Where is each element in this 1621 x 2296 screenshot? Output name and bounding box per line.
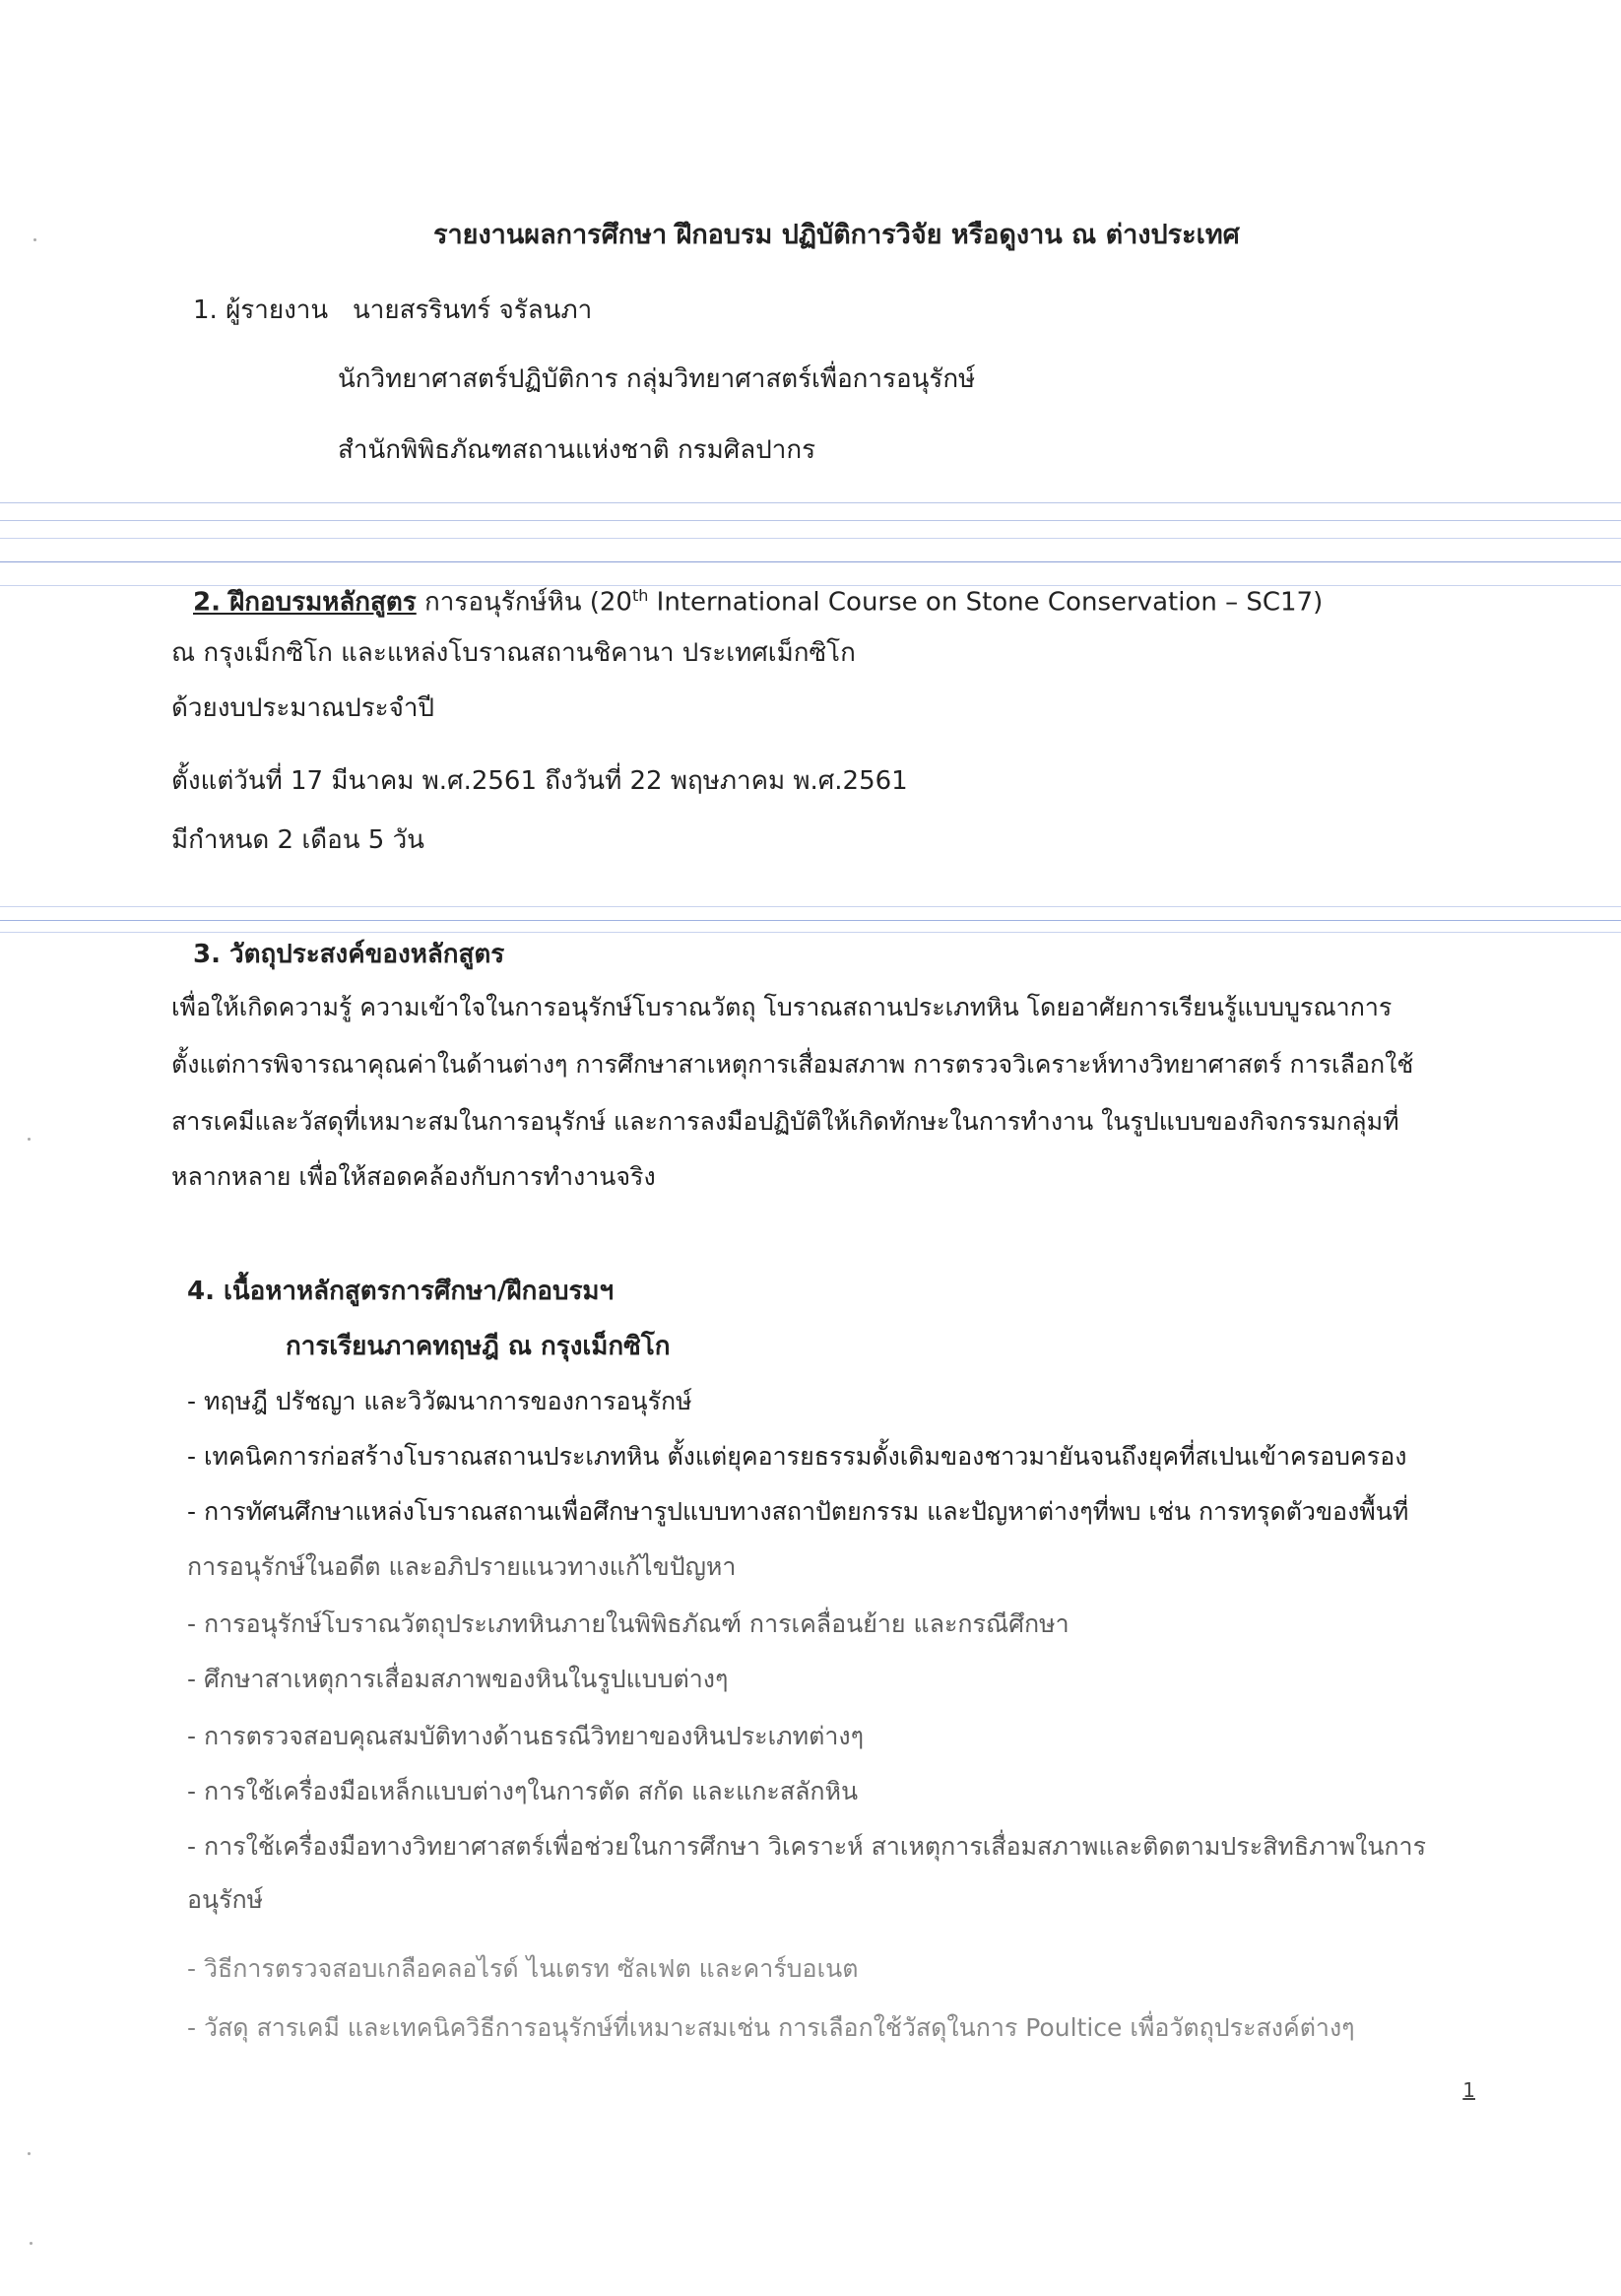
content-item: - การใช้เครื่องมือทางวิทยาศาสตร์เพื่อช่วยในการศึกษา วิเคราะห์ สาเหตุการเสื่อมสภาพและติดตามประสิทธิภาพในการ xyxy=(187,1832,1427,1861)
course-dates: ตั้งแต่วันที่ 17 มีนาคม พ.ศ.2561 ถึงวันที่ 22 พฤษภาคม พ.ศ.2561 xyxy=(171,766,908,796)
content-heading: 4. เนื้อหาหลักสูตรการศึกษา/ฝึกอบรมฯ xyxy=(187,1277,615,1306)
course-label: 2. ฝึกอบรมหลักสูตร xyxy=(193,587,417,618)
content-item: - การอนุรักษ์โบราณวัตถุประเภทหินภายในพิพิธภัณฑ์ การเคลื่อนย้าย และกรณีศึกษา xyxy=(187,1609,1070,1638)
objectives-line: หลากหลาย เพื่อให้สอดคล้องกับการทำงานจริง xyxy=(171,1162,656,1191)
content-item: - ศึกษาสาเหตุการเสื่อมสภาพของหินในรูปแบบต่างๆ xyxy=(187,1665,729,1693)
course-location: ณ กรุงเม็กซิโก และแหล่งโบราณสถานชิคานา ประเทศเม็กซิโก xyxy=(171,638,856,668)
course-row xyxy=(193,579,1323,620)
scan-stripe xyxy=(0,920,1621,921)
reporter-row xyxy=(193,294,592,327)
reporter-label: 1. ผู้รายงาน xyxy=(193,295,329,325)
course-budget: ด้วยงบประมาณประจำปี xyxy=(171,693,434,723)
scan-speck xyxy=(28,1138,31,1141)
page-number: 1 xyxy=(1462,2078,1475,2102)
course-duration: มีกำหนด 2 เดือน 5 วัน xyxy=(171,825,424,855)
content-item: อนุรักษ์ xyxy=(187,1885,264,1914)
scan-stripe xyxy=(0,538,1621,539)
scan-stripe xyxy=(0,906,1621,907)
scan-speck xyxy=(33,238,36,241)
content-item: - การตรวจสอบคุณสมบัติทางด้านธรณีวิทยาของหินประเภทต่างๆ xyxy=(187,1722,865,1750)
course-sup: th xyxy=(631,586,649,605)
content-item: - เทคนิคการก่อสร้างโบราณสถานประเภทหิน ตั้งแต่ยุคอารยธรรมดั้งเดิมของชาวมายันจนถึงยุคที่สเปนเข้าครอบครอง xyxy=(187,1442,1407,1471)
reporter-office: สำนักพิพิธภัณฑสถานแห่งชาติ กรมศิลปากร xyxy=(338,435,816,465)
objectives-line: สารเคมีและวัสดุที่เหมาะสมในการอนุรักษ์ และการลงมือปฏิบัติให้เกิดทักษะในการทำงาน ในรูปแบบของกิจกรรมกลุ่มที่ xyxy=(171,1107,1399,1136)
content-item: - ทฤษฎี ปรัชญา และวิวัฒนาการของการอนุรักษ์ xyxy=(187,1387,692,1415)
content-subheading: การเรียนภาคทฤษฎี ณ กรุงเม็กซิโก xyxy=(286,1332,671,1361)
objectives-heading: 3. วัตถุประสงค์ของหลักสูตร xyxy=(193,940,505,969)
course-name-thai: การอนุรักษ์หิน (20 xyxy=(424,587,632,618)
objectives-line: ตั้งแต่การพิจารณาคุณค่าในด้านต่างๆ การศึกษาสาเหตุการเสื่อมสภาพ การตรวจวิเคราะห์ทางวิทยาศาสตร์ การเลือกใช้ xyxy=(171,1050,1414,1079)
content-item: - วิธีการตรวจสอบเกลือคลอไรด์ ไนเตรท ซัลเฟต และคาร์บอเนต xyxy=(187,1954,859,1983)
scan-stripe xyxy=(0,520,1621,521)
content-item: - การทัศนศึกษาแหล่งโบราณสถานเพื่อศึกษารูปแบบทางสถาปัตยกรรม และปัญหาต่างๆที่พบ เช่น การทรุดตัวของพื้นที่ xyxy=(187,1497,1409,1526)
scan-speck xyxy=(30,2242,32,2245)
scan-stripe xyxy=(0,561,1621,562)
scan-stripe xyxy=(0,932,1621,933)
scan-speck xyxy=(28,2152,31,2155)
reporter-name: นายสรรินทร์ จรัลนภา xyxy=(352,295,593,325)
scan-stripe xyxy=(0,502,1621,503)
course-name-en: International Course on Stone Conservation – SC17) xyxy=(648,587,1324,618)
content-item: การอนุรักษ์ในอดีต และอภิปรายแนวทางแก้ไขปัญหา xyxy=(187,1552,737,1581)
content-item: - วัสดุ สารเคมี และเทคนิควิธีการอนุรักษ์ที่เหมาะสมเช่น การเลือกใช้วัสดุในการ Poultice เพื่อวัตถุประสงค์ต่างๆ xyxy=(187,2013,1355,2042)
objectives-line: เพื่อให้เกิดความรู้ ความเข้าใจในการอนุรักษ์โบราณวัตถุ โบราณสถานประเภทหิน โดยอาศัยการเรียนรู้แบบบูรณาการ xyxy=(171,993,1393,1021)
content-item: - การใช้เครื่องมือเหล็กแบบต่างๆในการตัด สกัด และแกะสลักหิน xyxy=(187,1777,859,1805)
document-title: รายงานผลการศึกษา ฝึกอบรม ปฏิบัติการวิจัย หรือดูงาน ณ ต่างประเทศ xyxy=(433,220,1240,250)
reporter-position: นักวิทยาศาสตร์ปฏิบัติการ กลุ่มวิทยาศาสตร์เพื่อการอนุรักษ์ xyxy=(338,364,976,394)
